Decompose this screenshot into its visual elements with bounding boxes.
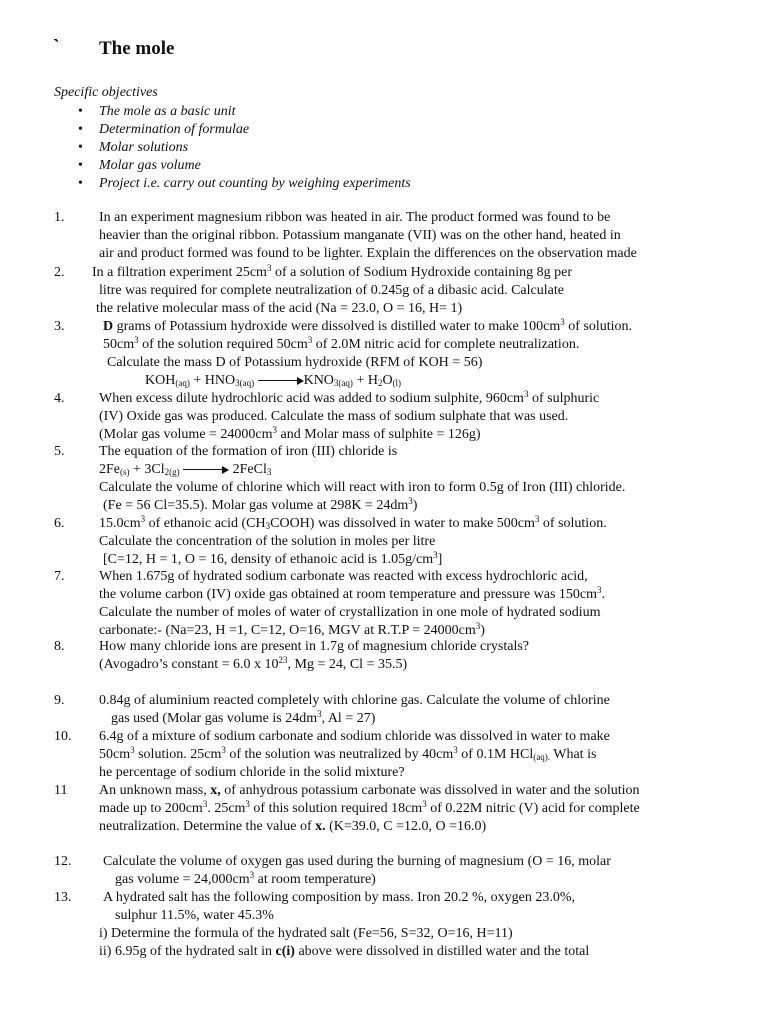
- question-number: 3.: [54, 319, 65, 334]
- page-title: The mole: [99, 38, 175, 59]
- objective-item: • Project i.e. carry out counting by weighing experiments: [99, 175, 411, 193]
- question-line: he percentage of sodium chloride in the solid mixture?: [99, 765, 405, 780]
- question-line: D grams of Potassium hydroxide were dissolved is distilled water to make $100cm^3$ of solution.: [103, 317, 633, 334]
- question-line: $15.0cm^3$ of ethanoic acid $(CH_3COOH)$ was dissolved in water to make $500cm^3$ of solution.: [99, 514, 607, 531]
- question-number: 12.: [54, 854, 72, 869]
- question-line: A hydrated salt has the following composition by mass. Iron 20.2 %, oxygen 23.0%,: [103, 890, 576, 905]
- question-number: 7.: [54, 569, 65, 584]
- question-line: gas volume = $24,000cm^3$ at room temperature): [115, 870, 376, 887]
- question-line: When 1.675g of hydrated sodium carbonate was reacted with excess hydrochloric acid,: [99, 569, 588, 584]
- reaction-arrow-icon: [183, 465, 229, 475]
- question-line: 0.84g of aluminium reacted completely with chlorine gas. Calculate the volume of chlorine: [99, 693, 610, 708]
- objectives-heading: Specific objectives: [54, 85, 158, 100]
- reaction-arrow-icon: [258, 376, 304, 386]
- question-line: (IV) Oxide gas was produced. Calculate the mass of sodium sulphate that was used.: [99, 409, 569, 424]
- question-line: 6.4g of a mixture of sodium carbonate and sodium chloride was dissolved in water to make: [99, 729, 610, 744]
- chemical-equation: $2Fe_{(s)} + 3Cl_{2(g)}$ 2FeCl$_3$: [99, 462, 272, 477]
- question-line: the relative molecular mass of the acid (Na = 23.0, O = 16, H= 1): [96, 301, 463, 316]
- question-line: made up to $200cm^3$. $25cm^3$ of this solution required $18cm^3$ of 0.22M nitric (V) acid for complete: [99, 799, 640, 816]
- question-line: (Avogadro’s constant = 6.0 x $10^{23}$, Mg = 24, Cl = 35.5): [99, 655, 408, 672]
- question-line: the volume carbon (IV) oxide gas obtained at room temperature and pressure was $150cm^3$.: [99, 585, 605, 602]
- header-mark: `: [53, 36, 60, 58]
- question-line: gas used (Molar gas volume is $24dm^3$, Al = 27): [111, 709, 376, 726]
- objective-item: • Molar gas volume: [99, 157, 411, 175]
- question-line: $50cm^3$ of the solution required $50cm^3$ of 2.0M nitric acid for complete neutralization.: [103, 335, 580, 352]
- question-line: When excess dilute hydrochloric acid was added to sodium sulphite, $960cm^3$ of sulphuric: [99, 389, 600, 406]
- question-line: heavier than the original ribbon. Potassium manganate (VII) was on the other hand, heated in: [99, 228, 621, 243]
- question-number: 9.: [54, 693, 65, 708]
- question-number: 4.: [54, 391, 65, 406]
- question-line: How many chloride ions are present in 1.7g of magnesium chloride crystals?: [99, 639, 529, 654]
- question-line: litre was required for complete neutralization of 0.245g of a dibasic acid. Calculate: [99, 283, 564, 298]
- question-line: $50cm^3$ solution. $25cm^3$ of the solution was neutralized by $40cm^3$ of 0.1M HCl$_{(aq).}$ What is: [99, 745, 597, 762]
- question-number: 6.: [54, 516, 65, 531]
- question-line: Calculate the concentration of the solution in moles per litre: [99, 534, 436, 549]
- question-line: Calculate the number of moles of water of crystallization in one mole of hydrated sodium: [99, 605, 601, 620]
- question-number: 11: [54, 783, 68, 798]
- question-number: 10.: [54, 729, 72, 744]
- question-number: 8.: [54, 639, 65, 654]
- question-line: An unknown mass, x, of anhydrous potassium carbonate was dissolved in water and the solution: [99, 783, 640, 798]
- question-line: The equation of the formation of iron (III) chloride is: [99, 444, 398, 459]
- objectives-list: [99, 103, 411, 193]
- objective-item: • Determination of formulae: [99, 121, 411, 139]
- question-line: neutralization. Determine the value of x. (K=39.0, C =12.0, O =16.0): [99, 819, 487, 834]
- objective-item: • Molar solutions: [99, 139, 411, 157]
- question-line: Calculate the mass D of Potassium hydroxide (RFM of KOH = 56): [107, 355, 483, 370]
- question-number: 5.: [54, 444, 65, 459]
- question-number: 2.: [54, 265, 65, 280]
- question-line: In a filtration experiment $25cm^3$ of a solution of Sodium Hydroxide containing 8g per: [92, 263, 573, 280]
- question-line: sulphur 11.5%, water 45.3%: [115, 908, 274, 923]
- objective-item: • The mole as a basic unit: [99, 103, 411, 121]
- question-line: carbonate:- (Na=23, H =1, C=12, O=16, MGV at $R.T.P = 24000cm^3$): [99, 621, 485, 638]
- question-line: Calculate the volume of chlorine which will react with iron to form 0.5g of Iron (III) chloride.: [99, 480, 626, 495]
- question-line: air and product formed was found to be lighter. Explain the differences on the observation made: [99, 246, 637, 261]
- question-number: 1.: [54, 210, 65, 225]
- question-line: ii) 6.95g of the hydrated salt in c(i) above were dissolved in distilled water and the total: [99, 944, 590, 959]
- question-line: i) Determine the formula of the hydrated salt (Fe=56, S=32, O=16, H=11): [99, 926, 513, 941]
- question-line: [C=12, H = 1, O = 16, density of ethanoic acid is $1.05g/cm^3$]: [103, 550, 443, 567]
- question-line: (Fe = 56 Cl=35.5). Molar gas volume at $298K = 24dm^3$): [103, 496, 418, 513]
- chemical-equation: $KOH_{(aq)} + HNO_{3(aq)}$ $KNO_{3(aq)} + H_2O_{(l)}$: [145, 373, 402, 388]
- question-number: 13.: [54, 890, 72, 905]
- question-line: Calculate the volume of oxygen gas used during the burning of magnesium (O = 16, molar: [103, 854, 611, 869]
- question-line: In an experiment magnesium ribbon was heated in air. The product formed was found to be: [99, 210, 611, 225]
- question-line: (Molar gas volume = $24000cm^3$ and Molar mass of sulphite = 126g): [99, 425, 481, 442]
